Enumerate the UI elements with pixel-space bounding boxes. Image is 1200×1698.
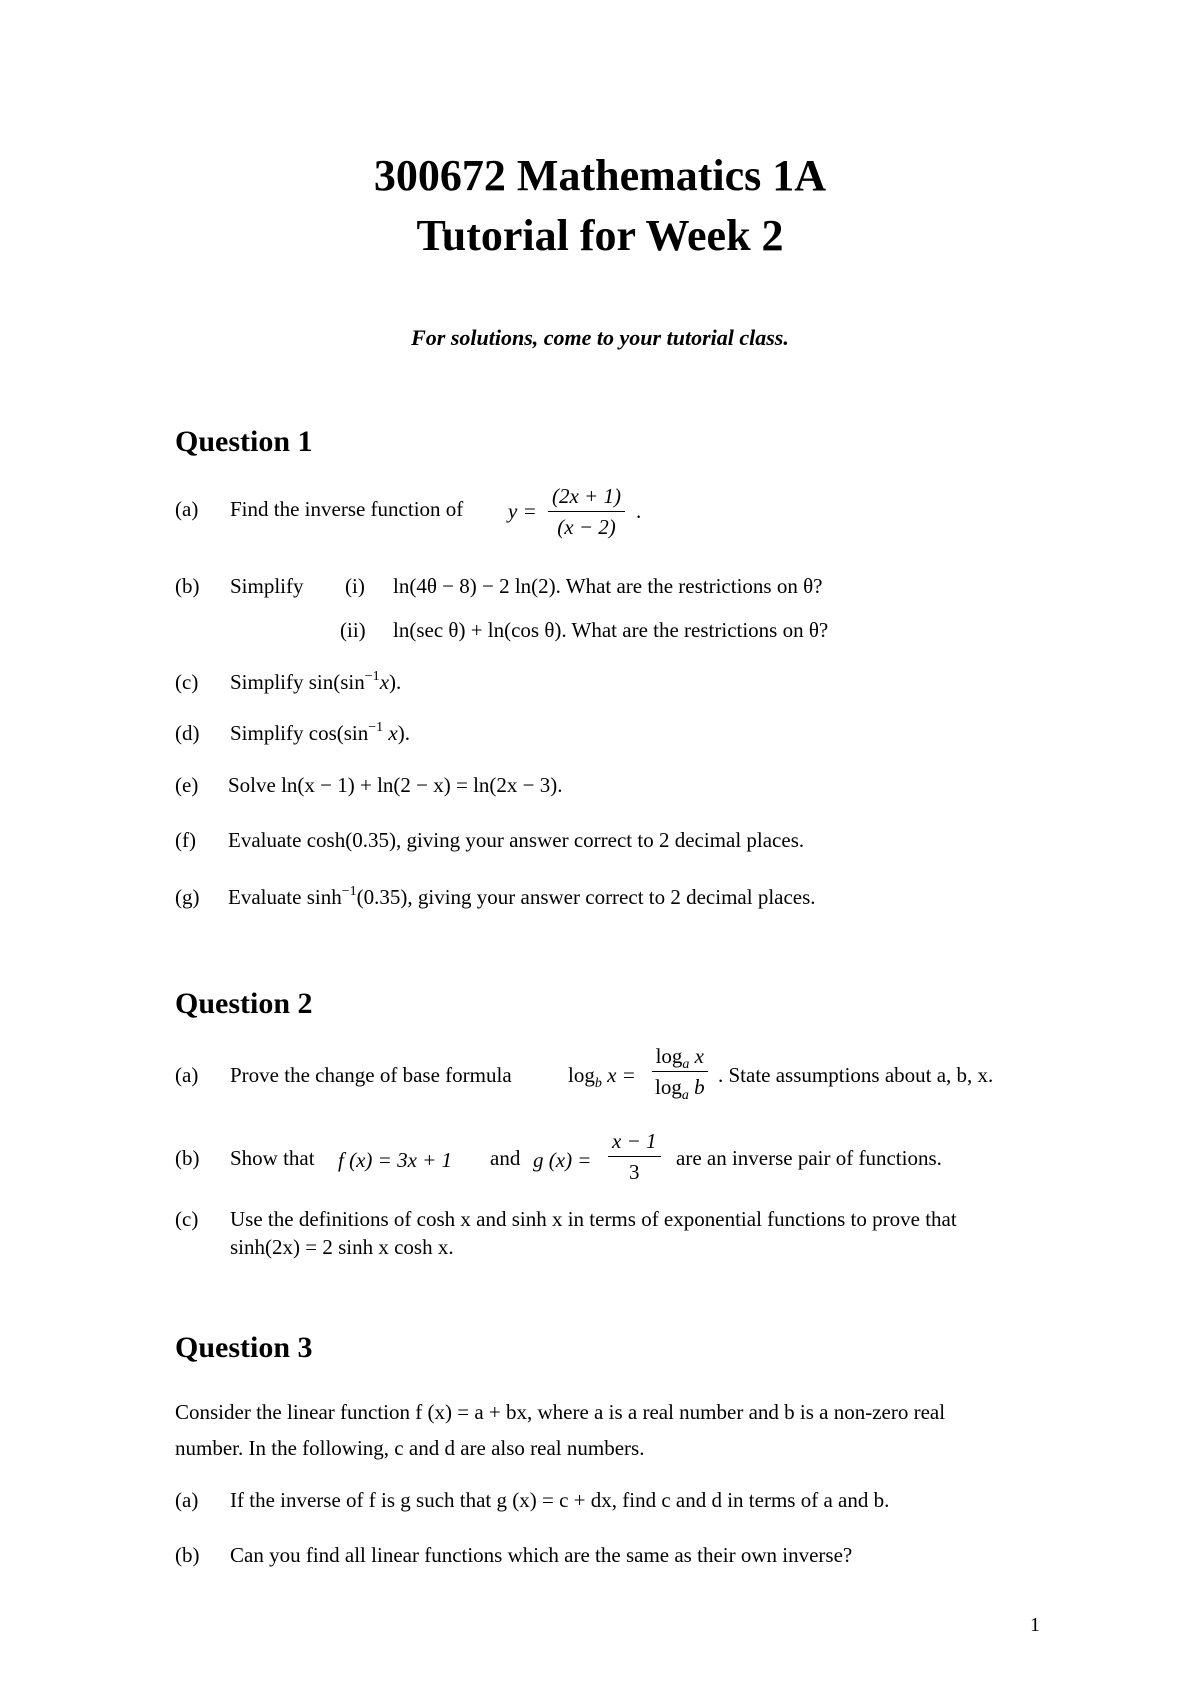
page-number: 1 [1030, 1614, 1040, 1636]
q1d-text: Simplify $\cos(\sin^{-1}$ x). [230, 720, 410, 745]
q2a-lhs: $\log_b x$ = [568, 1063, 636, 1091]
q2c-line-1: Use the definitions of cosh x and sinh x in terms of exponential functions to prove that [230, 1207, 957, 1231]
q1a-denominator: (x − 2) [557, 515, 616, 539]
q2a-numerator: $\log_a x$ [652, 1043, 708, 1072]
question-1-heading: Question 1 [175, 425, 313, 458]
q2b-fraction [608, 1128, 661, 1185]
q2b-denominator: 3 [629, 1160, 640, 1184]
q1f-text: Evaluate cosh(0.35), giving your answer correct to 2 decimal places. [228, 828, 805, 852]
q1e-label: (e) [175, 773, 199, 797]
q1b-ii-label: (ii) [340, 618, 366, 642]
q3-intro-line-1: Consider the linear function f (x) = a + bx, where a is a real number and b is a non-zero real [175, 1400, 946, 1424]
q2a-text: Prove the change of base formula [230, 1063, 512, 1087]
q2b-label: (b) [175, 1146, 200, 1170]
q3b-text: Can you find all linear functions which are the same as their own inverse? [230, 1543, 853, 1567]
q2b-post: are an inverse pair of functions. [676, 1146, 942, 1170]
q2b-and: and [490, 1146, 521, 1170]
q2a-fraction [651, 1043, 709, 1103]
title-line-1: 300672 Mathematics 1A [373, 151, 827, 200]
title-line-2: Tutorial for Week 2 [416, 211, 784, 260]
q1a-fraction [548, 483, 625, 540]
q1a-label: (a) [175, 497, 199, 521]
q2c-label: (c) [175, 1207, 199, 1231]
q3-intro-line-2: number. In the following, c and d are also real numbers. [175, 1436, 645, 1460]
q1a-numerator: (2x + 1) [548, 483, 625, 512]
q1e-text: Solve ln(x − 1) + ln(2 − x) = ln(2x − 3). [228, 773, 563, 797]
q1c-label: (c) [175, 670, 199, 694]
q1d-label: (d) [175, 721, 200, 745]
q1b-label: (b) [175, 574, 200, 598]
q1f-label: (f) [175, 828, 196, 852]
subtitle: For solutions, come to your tutorial class. [411, 325, 789, 350]
q2b-g-lhs: g (x) = [533, 1148, 592, 1172]
q2b-f-expr: f (x) = 3x + 1 [338, 1148, 453, 1172]
q3a-text: If the inverse of f is g such that g (x) = c + dx, find c and d in terms of a and b. [230, 1488, 890, 1512]
q2a-denominator: $\log_a b$ [655, 1075, 705, 1103]
question-2-heading: Question 2 [175, 987, 313, 1020]
q1g-label: (g) [175, 885, 200, 909]
q1a-end: . [636, 499, 642, 523]
q2c-line-2: sinh(2x) = 2 sinh x cosh x. [230, 1235, 454, 1259]
q1a-lhs: y = [508, 499, 537, 523]
q1b-text: Simplify [230, 574, 304, 598]
q1g-text: Evaluate $\sinh^{-1}(0.35)$, giving your answer correct to 2 decimal places. [228, 884, 816, 909]
question-3-heading: Question 3 [175, 1331, 313, 1364]
q2b-numerator: x − 1 [608, 1128, 661, 1157]
q1b-ii-text: ln(sec θ) + ln(cos θ). What are the restrictions on θ? [393, 618, 829, 642]
q3b-label: (b) [175, 1543, 200, 1567]
q3a-label: (a) [175, 1488, 199, 1512]
q2a-post: . State assumptions about a, b, x. [718, 1063, 994, 1087]
q2a-label: (a) [175, 1063, 199, 1087]
q1b-i-label: (i) [345, 574, 365, 598]
q2b-pre: Show that [230, 1146, 315, 1170]
q1c-text: Simplify $\sin(\sin^{-1}x)$. [230, 669, 402, 694]
q1b-i-text: ln(4θ − 8) − 2 ln(2). What are the restrictions on θ? [393, 574, 823, 598]
q1a-text: Find the inverse function of [230, 497, 464, 521]
